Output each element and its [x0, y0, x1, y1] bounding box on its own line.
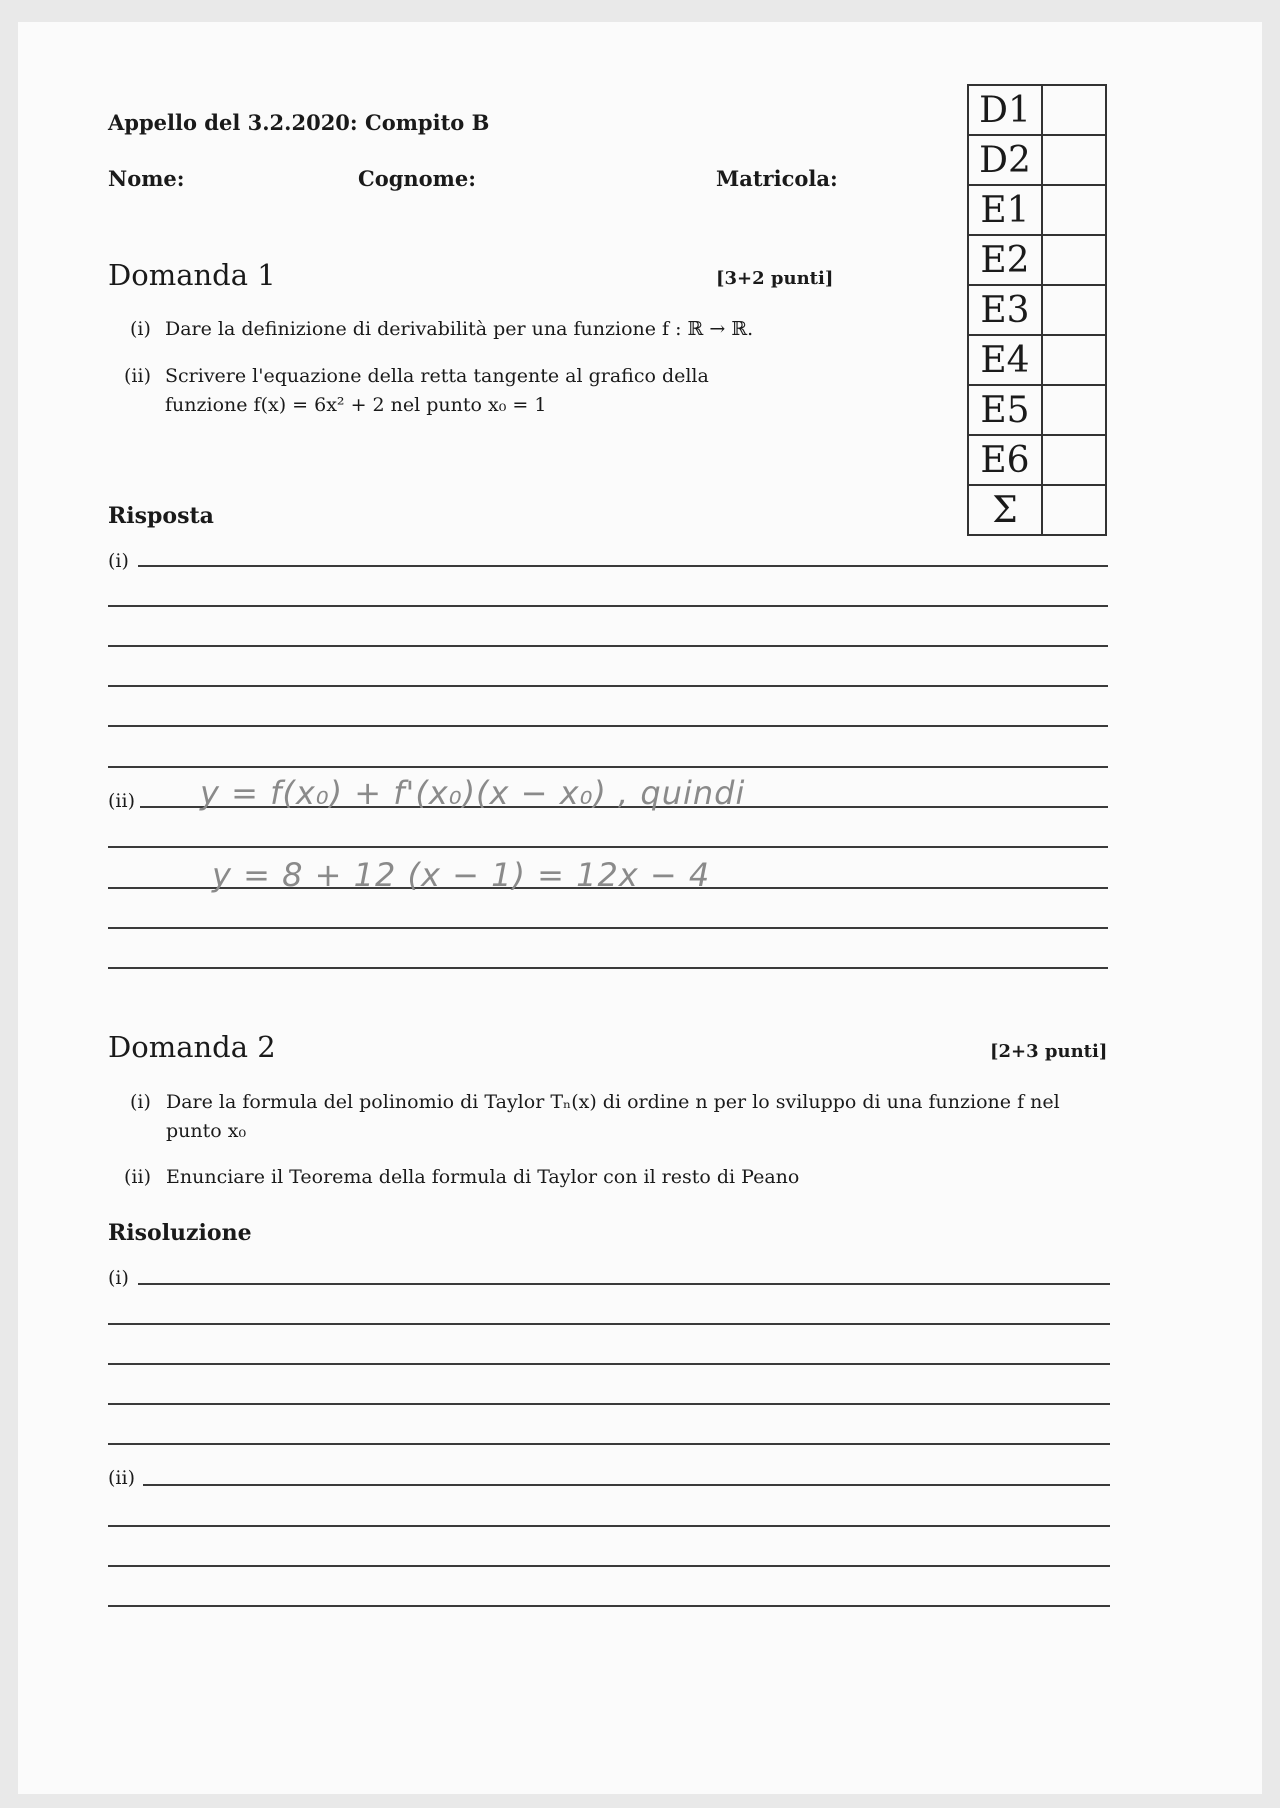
score-label: E3	[968, 285, 1042, 335]
q1-points: [3+2 punti]	[716, 268, 834, 289]
q2-ii-text: Enunciare il Teorema della formula di Taylor con il resto di Peano	[166, 1166, 800, 1188]
q2-points: [2+3 punti]	[990, 1041, 1108, 1062]
q1-ii-text-1: Scrivere l'equazione della retta tangente al grafico della	[165, 365, 709, 387]
answer-line[interactable]	[108, 967, 1108, 969]
q1-answer-ii-label: (ii)	[108, 790, 135, 812]
score-label: D1	[968, 85, 1042, 135]
answer-line[interactable]	[108, 1565, 1110, 1567]
q1-ii-label: (ii)	[124, 365, 151, 387]
answer-line[interactable]	[108, 1605, 1110, 1607]
handwritten-answer-line-2: y = 8 + 12 (x − 1) = 12x − 4	[212, 856, 711, 894]
answer-line[interactable]	[108, 685, 1108, 687]
q2-answer-i-label: (i)	[108, 1267, 129, 1289]
q2-i-text-2: punto x₀	[166, 1120, 247, 1142]
q1-title: Domanda 1	[108, 258, 276, 292]
answer-line[interactable]	[108, 1525, 1110, 1527]
answer-line[interactable]	[108, 766, 1108, 768]
score-cell[interactable]	[1042, 185, 1106, 235]
q1-ii-text-2: funzione f(x) = 6x² + 2 nel punto x₀ = 1	[165, 394, 547, 416]
answer-line[interactable]	[108, 1323, 1110, 1325]
score-table	[967, 84, 1107, 536]
nome-label: Nome:	[108, 166, 185, 191]
score-cell[interactable]	[1042, 435, 1106, 485]
q2-i-text-1: Dare la formula del polinomio di Taylor Tₙ(x) di ordine n per lo sviluppo di una funzione f nel	[166, 1091, 1060, 1113]
q1-i-label: (i)	[130, 318, 151, 340]
answer-line[interactable]	[108, 725, 1108, 727]
q2-i-label: (i)	[130, 1091, 151, 1113]
score-label: E1	[968, 185, 1042, 235]
score-cell[interactable]	[1042, 235, 1106, 285]
answer-line[interactable]	[108, 846, 1108, 848]
answer-line[interactable]	[108, 1443, 1110, 1445]
score-cell[interactable]	[1042, 85, 1106, 135]
answer-line[interactable]	[108, 605, 1108, 607]
score-label: E2	[968, 235, 1042, 285]
score-label: E5	[968, 385, 1042, 435]
q2-ii-label: (ii)	[124, 1166, 151, 1188]
answer-line[interactable]	[108, 927, 1108, 929]
score-label: E6	[968, 435, 1042, 485]
score-label: D2	[968, 135, 1042, 185]
score-label-total: Σ	[968, 485, 1042, 535]
cognome-label: Cognome:	[358, 166, 477, 191]
score-cell[interactable]	[1042, 335, 1106, 385]
q2-answer-heading: Risoluzione	[108, 1220, 252, 1246]
answer-line[interactable]	[108, 1403, 1110, 1405]
score-cell[interactable]	[1042, 385, 1106, 435]
answer-line[interactable]	[108, 1363, 1110, 1365]
q2-answer-ii-label: (ii)	[108, 1467, 135, 1489]
q2-title: Domanda 2	[108, 1030, 276, 1064]
answer-line[interactable]	[138, 1283, 1110, 1285]
answer-line[interactable]	[138, 565, 1108, 567]
answer-line[interactable]	[143, 1484, 1110, 1486]
q1-answer-heading: Risposta	[108, 503, 214, 529]
score-cell[interactable]	[1042, 135, 1106, 185]
handwritten-answer-line-1: y = f(x₀) + f'(x₀)(x − x₀) , quindi	[200, 774, 746, 812]
matricola-label: Matricola:	[716, 166, 838, 191]
score-cell[interactable]	[1042, 285, 1106, 335]
q1-answer-i-label: (i)	[108, 550, 129, 572]
score-label: E4	[968, 335, 1042, 385]
q1-i-text: Dare la definizione di derivabilità per una funzione f : ℝ → ℝ.	[165, 318, 754, 340]
exam-title: Appello del 3.2.2020: Compito B	[108, 110, 490, 135]
score-cell-total[interactable]	[1042, 485, 1106, 535]
answer-line[interactable]	[108, 645, 1108, 647]
